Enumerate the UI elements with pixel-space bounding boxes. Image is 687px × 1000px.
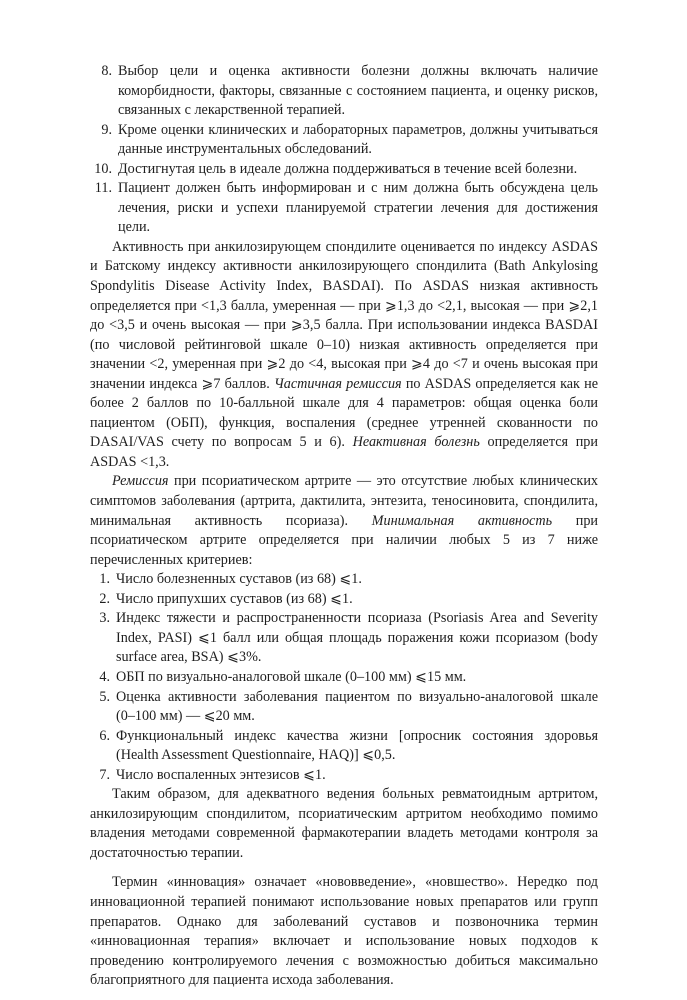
list-item-text: Кроме оценки клинических и лабораторных параметров, должны учитываться данные инструментальных обследований. bbox=[118, 121, 598, 158]
paragraph-as-activity: Активность при анкилозирующем спондилите оценивается по индексу ASDAS и Батскому индексу активности анкилозирующего спондилита (Bath Ankylosing Spondylitis Disease Activity Index, BASDAI). По ASDAS низкая активность определяется при <1,3 балла, умеренная — при ⩾1,3 до <2,1, высокая — при ⩾2,1 до <3,5 и очень высокая — при ⩾3,5 балла. При использовании индекса BASDAI (по числовой рейтинговой шкале 0–10) низкая активность определяется при значении <2, умеренная при ⩾2 до <4, высокая при ⩾4 до <7 и очень высокая при значении индекса ⩾7 баллов. Частичная ремиссия по ASDAS определяется как не более 2 баллов по 10-балльной шкале для 4 параметров: общая оценка боли пациентом (ОБП), функция, воспаления (среднее утренней скованности по DASAI/VAS счету по вопросам 5 и 6). Неактивная болезнь определяется при ASDAS <1,3. bbox=[90, 238, 599, 470]
criteria-list bbox=[90, 570, 598, 785]
list-item: 5. Оценка активности заболевания пациентом по визуально-аналоговой шкале (0–100 мм) — ⩽20 мм. bbox=[99, 688, 598, 725]
term-remission: Ремиссия bbox=[112, 473, 169, 490]
paragraph-conclusion: Таким образом, для адекватного ведения больных ревматоидным артритом, анкилозирующим спондилитом, псориатическим артритом необходимо помимо владения методами современной фармакотерапии владеть методами контроля за достаточностью терапии. bbox=[90, 786, 598, 861]
list-item-text: Индекс тяжести и распространенности псориаза (Psoriasis Area and Severity Index, PASI) ⩽1 балл или общая площадь поражения кожи псориазом (body surface area, BSA) ⩽3%. bbox=[116, 610, 598, 666]
list-item-text: Функциональный индекс качества жизни [опросник состояния здоровья (Health Assessment Questionnaire, HAQ)] ⩽0,5. bbox=[116, 727, 598, 764]
list-item: 4. ОБП по визуально-аналоговой шкале (0–100 мм) ⩽15 мм. bbox=[99, 668, 467, 685]
list-item-text: Пациент должен быть информирован и с ним должна быть обсуждена цель лечения, риски и успехи планируемой стратегии лечения для достижения цели. bbox=[118, 180, 598, 236]
recommendations-list bbox=[90, 62, 598, 238]
paragraph-psa-remission: Ремиссия при псориатическом артрите — это отсутствие любых клинических симптомов заболевания (артрита, дактилита, энтезита, теносиновита, спондилита, минимальная активность псориаза). Минимальная активность при псориатическом артрите определяется при наличии любых 5 из 7 ниже перечисленных критериев: bbox=[90, 473, 599, 568]
list-item: 6. Функциональный индекс качества жизни [опросник состояния здоровья (Health Assessment Questionnaire, HAQ)] ⩽0,5. bbox=[99, 727, 598, 764]
list-item: 7. Число воспаленных энтезисов ⩽1. bbox=[99, 766, 326, 783]
list-item-text: Достигнутая цель в идеале должна поддерживаться в течение всей болезни. bbox=[118, 160, 578, 177]
list-item: 10. Достигнутая цель в идеале должна поддерживаться в течение всей болезни. bbox=[94, 160, 578, 177]
list-item: 2. Число припухших суставов (из 68) ⩽1. bbox=[99, 590, 353, 607]
list-item-text: ОБП по визуально-аналоговой шкале (0–100 мм) ⩽15 мм. bbox=[116, 668, 467, 685]
list-item: 3. Индекс тяжести и распространенности псориаза (Psoriasis Area and Severity Index, PASI) ⩽1 балл или общая площадь поражения кожи псориазом (body surface area, BSA) ⩽3%. bbox=[99, 610, 598, 666]
list-item-text: Число припухших суставов (из 68) ⩽1. bbox=[116, 590, 353, 607]
list-item-text: Число воспаленных энтезисов ⩽1. bbox=[116, 766, 326, 783]
term-inactive-disease: Неактивная болезнь bbox=[352, 434, 480, 451]
list-item: 8. Выбор цели и оценка активности болезни должны включать наличие коморбидности, факторы, связанные с состоянием пациента, и оценку рисков, связанных с лекарственной терапией. bbox=[101, 63, 598, 119]
term-minimal-activity: Минимальная активность bbox=[371, 512, 553, 529]
list-item: 9. Кроме оценки клинических и лабораторных параметров, должны учитываться данные инструментальных обследований. bbox=[101, 121, 598, 158]
page-body bbox=[90, 62, 598, 991]
list-item-text: Выбор цели и оценка активности болезни должны включать наличие коморбидности, факторы, связанные с состоянием пациента, и оценку рисков, связанных с лекарственной терапией. bbox=[118, 63, 598, 119]
term-partial-remission: Частичная ремиссия bbox=[273, 375, 402, 392]
list-item: 11. Пациент должен быть информирован и с ним должна быть обсуждена цель лечения, риски и успехи планируемой стратегии лечения для достижения цели. bbox=[94, 180, 598, 236]
list-item-text: Число болезненных суставов (из 68) ⩽1. bbox=[116, 571, 362, 588]
paragraph-innovation: Термин «инновация» означает «нововведение», «новшество». Нередко под инновационной терапией понимают использование новых препаратов или групп препаратов. Однако для заболеваний суставов и позвоночника термин «инновационная терапия» включает и использование новых подходов к проведению контролируемого лечения с возможностью добиться максимально благоприятного для пациента исхода заболевания. bbox=[90, 874, 598, 989]
list-item-text: Оценка активности заболевания пациентом по визуально-аналоговой шкале (0–100 мм) — ⩽20 мм. bbox=[116, 688, 598, 725]
list-item: 1. Число болезненных суставов (из 68) ⩽1. bbox=[99, 571, 362, 588]
